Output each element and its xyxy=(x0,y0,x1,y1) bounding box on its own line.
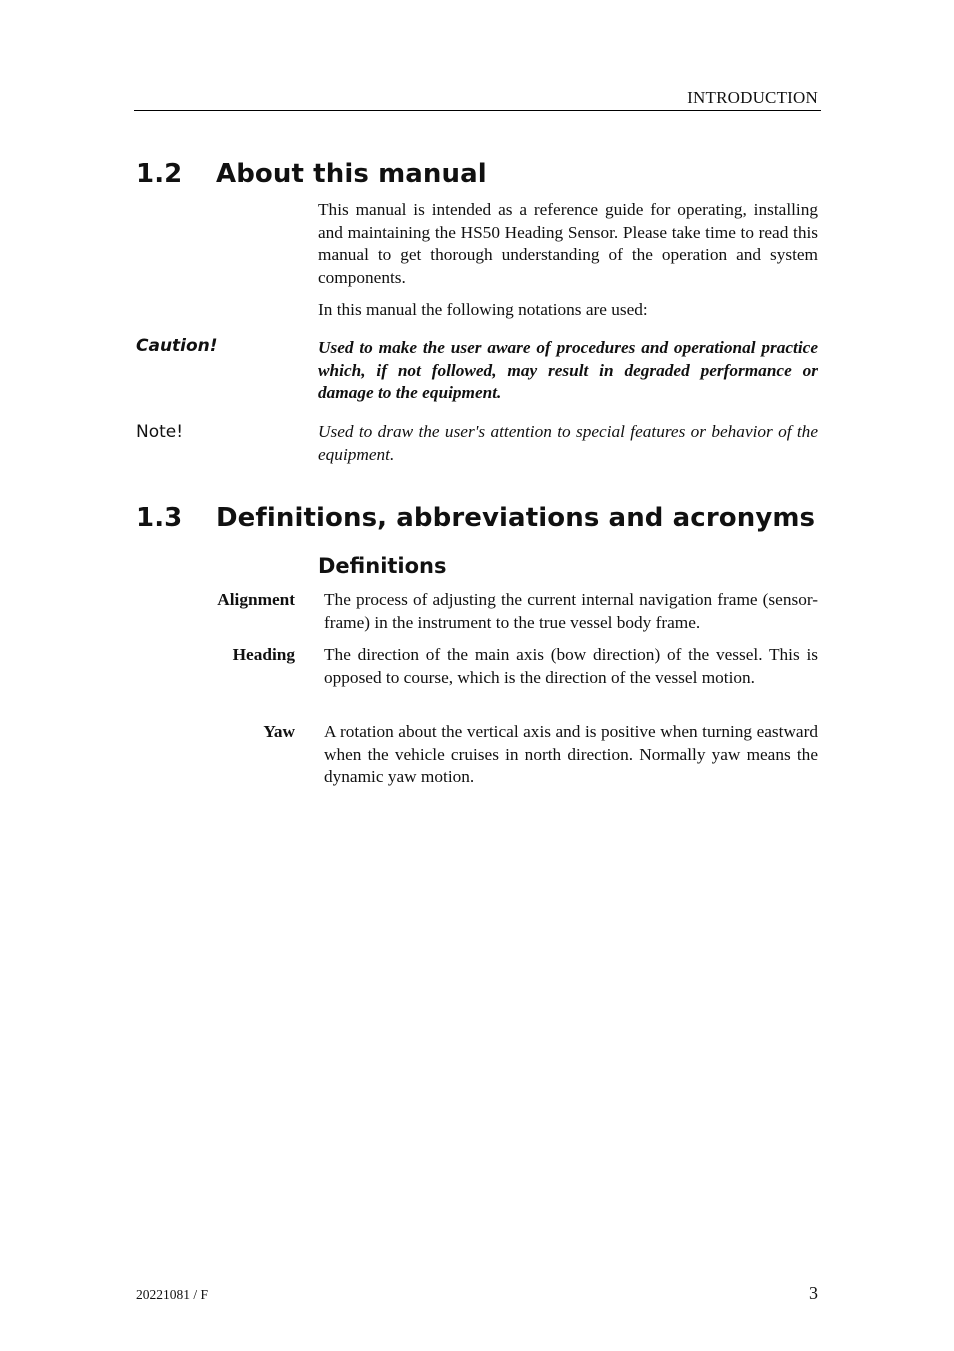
paragraph-text: This manual is intended as a reference guide for operating, installing and maintaining the HS50 Heading Sensor. Please take time to read this manual to get thorough understanding of the operation and system components. xyxy=(318,200,818,287)
definition-term: Heading xyxy=(232,645,295,664)
definitions-subheading: Definitions xyxy=(318,554,447,578)
section-heading-1-3 xyxy=(136,503,815,533)
running-header: INTRODUCTION xyxy=(687,88,818,107)
section-heading-1-2 xyxy=(136,159,487,189)
caution-body: Used to make the user aware of procedures and operational practice which, if not followed, may result in degraded performance or damage to the equipment. xyxy=(318,338,818,402)
definition-term: Alignment xyxy=(217,590,295,609)
page-number: 3 xyxy=(809,1283,818,1303)
notation-intro xyxy=(318,299,818,322)
note-body: Used to draw the user's attention to special features or behavior of the equipment. xyxy=(318,422,818,464)
caution-text xyxy=(318,337,818,405)
intro-paragraph xyxy=(318,199,818,289)
header-rule xyxy=(134,110,821,111)
definition-term: Yaw xyxy=(263,722,295,741)
definition-text: The direction of the main axis (bow direction) of the vessel. This is opposed to course, which is the direction of the vessel motion. xyxy=(324,645,818,687)
definition-text: A rotation about the vertical axis and is positive when turning eastward when the vehicle cruises in north direction. Normally yaw means the dynamic yaw motion. xyxy=(324,722,818,786)
section-title: Definitions, abbreviations and acronyms xyxy=(216,503,816,533)
section-number: 1.2 xyxy=(136,159,183,189)
section-number: 1.3 xyxy=(136,503,183,533)
document-id: 20221081 / F xyxy=(136,1287,209,1302)
note-label: Note! xyxy=(136,422,184,442)
section-title: About this manual xyxy=(216,159,487,189)
paragraph-text: In this manual the following notations are used: xyxy=(318,300,648,319)
caution-label: Caution! xyxy=(136,336,218,356)
note-text xyxy=(318,421,818,466)
definition-text: The process of adjusting the current internal navigation frame (sensor-frame) in the instrument to the true vessel body frame. xyxy=(324,590,818,632)
